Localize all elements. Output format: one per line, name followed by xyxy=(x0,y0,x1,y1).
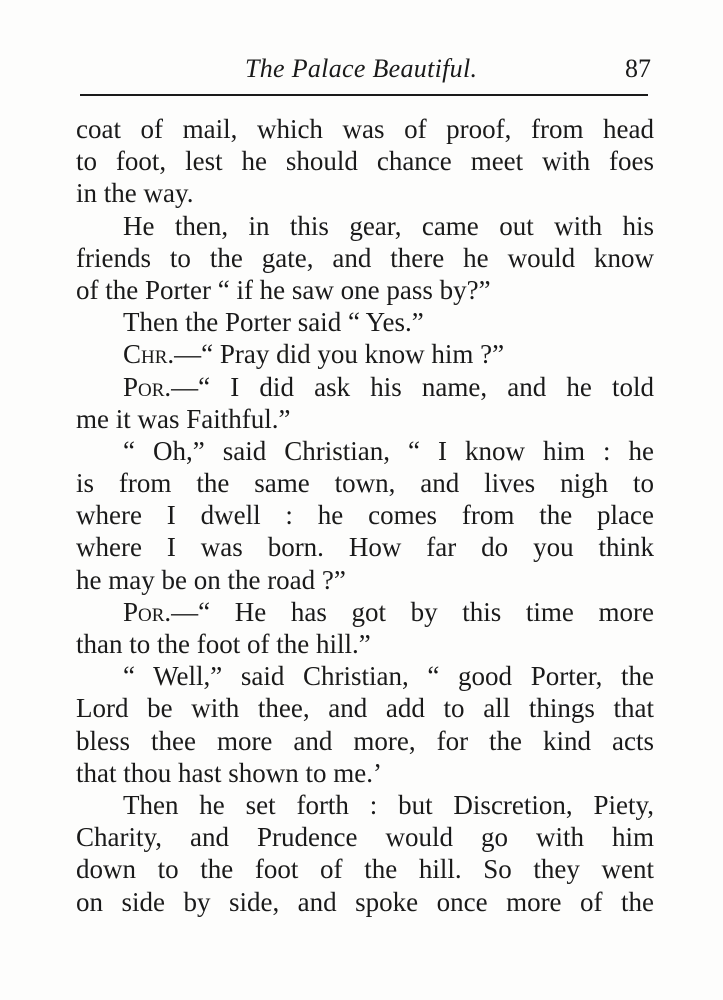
text-line: than to the foot of the hill.” xyxy=(76,629,371,659)
text-line: bless thee more and more, for the kind acts xyxy=(76,725,654,756)
running-head xyxy=(75,50,653,86)
text-line xyxy=(76,338,654,370)
text-line: Then the Porter said “ Yes.” xyxy=(123,307,424,338)
header-rule xyxy=(80,94,648,96)
text-line xyxy=(76,596,654,628)
text-line: me it was Faithful.” xyxy=(76,403,291,434)
text-line: he may be on the road ?” xyxy=(76,564,346,595)
text-line: where I dwell : he comes from the place xyxy=(76,500,654,531)
speaker-tag-por: Por.— xyxy=(123,596,199,627)
text-line: He then, in this gear, came out with his xyxy=(123,210,654,241)
text-line: to foot, lest he should chance meet with foes xyxy=(76,146,654,177)
speaker-tag-chr: Chr.— xyxy=(123,339,202,370)
text-line: “ Well,” said Christian, “ good Porter, the xyxy=(123,661,654,692)
dialogue-text: “ I did ask his name, and he told xyxy=(198,371,654,402)
text-line: coat of mail, which was of proof, from head xyxy=(76,114,654,144)
dialogue-text: “ He has got by this time more xyxy=(198,596,654,627)
text-line: Charity, and Prudence would go with him xyxy=(76,822,654,853)
text-line: is from the same town, and lives nigh to xyxy=(76,468,654,499)
text-line: on side by side, and spoke once more of the xyxy=(76,886,654,917)
dialogue-text: “ Pray did you know him ?” xyxy=(201,339,505,370)
text-line: down to the foot of the hill. So they went xyxy=(76,854,654,885)
text-line: of the Porter “ if he saw one pass by?” xyxy=(76,274,491,305)
text-line: “ Oh,” said Christian, “ I know him : he xyxy=(123,435,654,466)
text-line: Lord be with thee, and add to all things that xyxy=(76,693,654,724)
running-title: The Palace Beautiful. xyxy=(245,54,478,83)
text-line: friends to the gate, and there he would know xyxy=(76,242,654,273)
text-line: where I was born. How far do you think xyxy=(76,532,654,563)
speaker-tag-por: Por.— xyxy=(123,371,199,402)
text-line: Then he set forth : but Discretion, Piety, xyxy=(123,789,654,820)
text-line xyxy=(76,371,654,403)
text-line: in the way. xyxy=(76,178,194,209)
page-number: 87 xyxy=(625,54,651,83)
body-text xyxy=(76,113,654,918)
text-line: that thou hast shown to me.’ xyxy=(76,757,382,788)
